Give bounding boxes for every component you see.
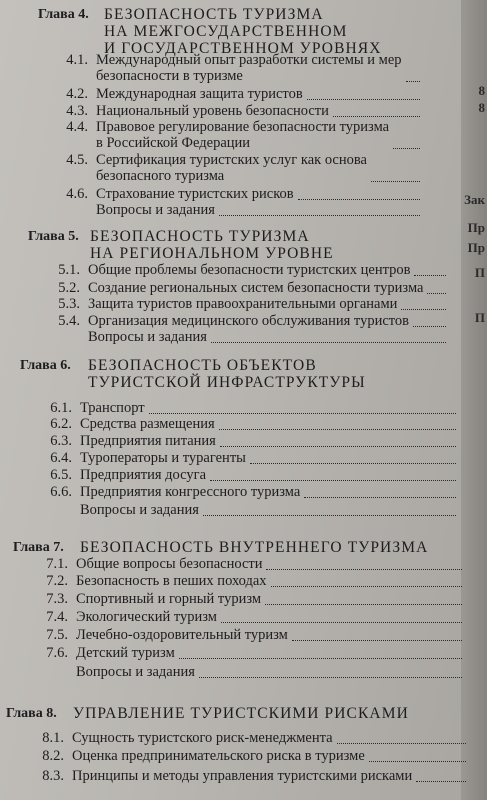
section-title-line: Средства размещения	[80, 416, 215, 432]
dot-leader	[221, 621, 462, 623]
section-title	[76, 556, 262, 572]
section-title	[80, 416, 215, 432]
section-title-line: Сущность туристского риск-менеджмента	[72, 730, 333, 746]
chapter-title	[73, 705, 409, 722]
dot-leader	[371, 180, 420, 182]
section-title-line: Вопросы и задания	[76, 664, 195, 680]
section-number: 6.5.	[50, 467, 72, 483]
section-title-line: безопасности в туризме	[96, 68, 243, 84]
dot-leader	[414, 274, 446, 276]
dot-leader	[298, 198, 420, 200]
chapter-title-line: БЕЗОПАСНОСТЬ ОБЪЕКТОВ	[88, 357, 317, 374]
section-title-line: Сертификация туристских услуг как основа	[96, 152, 367, 168]
section-title-line: Предприятия питания	[80, 433, 216, 449]
section-title-line: Туроператоры и турагенты	[80, 450, 246, 466]
section-title-line: Безопасность в пеших походах	[76, 573, 267, 589]
section-title-line: Детский туризм	[76, 645, 175, 661]
section-title-line: Спортивный и горный туризм	[76, 591, 262, 607]
section-title	[76, 664, 195, 680]
chapter-label: Глава 7.	[13, 540, 64, 555]
section-number: 7.5.	[46, 627, 68, 643]
section-number: 5.1.	[58, 262, 80, 278]
dot-leader	[292, 639, 462, 641]
chapter-title-line: БЕЗОПАСНОСТЬ ТУРИЗМА	[104, 6, 324, 23]
chapter-label: Глава 8.	[6, 706, 57, 721]
section-title-line: Вопросы и задания	[96, 202, 215, 218]
chapter-title-line: И ГОСУДАРСТВЕННОМ УРОВНЯХ	[104, 40, 382, 57]
chapter-title-line: УПРАВЛЕНИЕ ТУРИСТСКИМИ РИСКАМИ	[73, 705, 409, 722]
section-title	[76, 573, 267, 589]
dot-leader	[393, 147, 420, 149]
section-number: 4.3.	[66, 103, 88, 119]
edge-fragment: 8	[478, 100, 485, 115]
dot-leader	[199, 676, 462, 678]
section-number: 6.2.	[50, 416, 72, 432]
dot-leader	[220, 445, 456, 447]
section-title-line: безопасного туризма	[96, 168, 225, 184]
section-title-line: Защита туристов правоохранительными органами	[88, 296, 398, 312]
dot-leader	[219, 214, 420, 216]
dot-leader	[219, 428, 456, 430]
dot-leader	[337, 742, 466, 744]
section-title	[96, 152, 367, 184]
section-number: 5.2.	[58, 280, 80, 296]
section-title	[96, 186, 294, 202]
dot-leader	[307, 98, 420, 100]
chapter-title-line: БЕЗОПАСНОСТЬ ВНУТРЕННЕГО ТУРИЗМА	[80, 539, 429, 556]
section-title-line: Национальный уровень безопасности	[96, 103, 329, 119]
section-number: 5.3.	[58, 296, 80, 312]
section-number: 5.4.	[58, 313, 80, 329]
section-number: 4.4.	[66, 119, 88, 135]
section-title-line: Правовое регулирование безопасности туризма	[96, 119, 390, 135]
section-number: 8.1.	[42, 730, 64, 746]
section-number: 4.2.	[66, 86, 88, 102]
section-number: 7.6.	[46, 645, 68, 661]
section-title	[96, 202, 215, 218]
chapter-title-line: НА МЕЖГОСУДАРСТВЕННОМ	[104, 23, 348, 40]
dot-leader	[401, 308, 446, 310]
section-number: 6.3.	[50, 433, 72, 449]
section-title-line: Организация медицинского обслуживания туристов	[88, 313, 410, 329]
section-title-line: Международный опыт разработки системы и мер	[96, 52, 402, 68]
section-title	[88, 313, 409, 329]
dot-leader	[333, 115, 420, 117]
dot-leader	[413, 325, 446, 327]
section-title	[72, 748, 365, 764]
edge-fragment: Пр	[467, 240, 485, 255]
section-title	[80, 450, 246, 466]
chapter-title	[80, 539, 428, 556]
section-title-line: Страхование туристских рисков	[96, 186, 294, 202]
section-title-line: Принципы и методы управления туристскими рисками	[72, 768, 413, 784]
section-title	[72, 768, 412, 784]
section-title-line: Международная защита туристов	[96, 86, 303, 102]
section-title	[96, 52, 402, 84]
dot-leader	[266, 568, 462, 570]
chapter-title-line: ТУРИСТСКОЙ ИНФРАСТРУКТУРЫ	[88, 374, 366, 391]
section-title	[76, 609, 217, 625]
dot-leader	[304, 496, 456, 498]
section-title-line: Предприятия досуга	[80, 467, 207, 483]
chapter-title	[104, 6, 382, 57]
section-title-line: Вопросы и задания	[88, 329, 207, 345]
section-number: 4.6.	[66, 186, 88, 202]
section-number: 8.2.	[42, 748, 64, 764]
section-title	[80, 467, 206, 483]
dot-leader	[250, 462, 456, 464]
section-title-line: Общие проблемы безопасности туристских центров	[88, 262, 411, 278]
edge-fragment: Зак	[464, 192, 485, 207]
section-number: 4.5.	[66, 152, 88, 168]
section-title	[72, 730, 333, 746]
chapter-title	[88, 357, 366, 391]
section-number: 4.1.	[66, 52, 88, 68]
edge-fragment: Пр	[467, 220, 485, 235]
section-title-line: в Российской Федерации	[96, 135, 251, 151]
section-title	[96, 119, 389, 151]
section-title-line: Транспорт	[80, 400, 145, 416]
chapter-label: Глава 5.	[28, 229, 79, 244]
dot-leader	[203, 514, 456, 516]
section-title	[96, 103, 329, 119]
dot-leader	[211, 341, 446, 343]
section-title-line: Предприятия конгрессного туризма	[80, 484, 301, 500]
chapter-title	[90, 228, 334, 262]
section-title	[80, 433, 216, 449]
dot-leader	[265, 603, 462, 605]
section-title	[88, 262, 410, 278]
section-title	[80, 400, 145, 416]
section-number: 6.6.	[50, 484, 72, 500]
dot-leader	[416, 780, 466, 782]
section-title-line: Оценка предпринимательского риска в туризме	[72, 748, 365, 764]
section-title	[76, 645, 175, 661]
chapter-label: Глава 6.	[20, 358, 71, 373]
section-title	[96, 86, 303, 102]
edge-fragment: 8	[478, 83, 485, 98]
section-number: 7.4.	[46, 609, 68, 625]
section-title	[88, 329, 207, 345]
chapter-label: Глава 4.	[38, 7, 89, 22]
dot-leader	[271, 585, 462, 587]
section-title	[88, 280, 423, 296]
section-number: 6.1.	[50, 400, 72, 416]
edge-fragment: П	[474, 310, 485, 325]
section-number: 7.2.	[46, 573, 68, 589]
section-number: 7.3.	[46, 591, 68, 607]
section-title-line: Лечебно-оздоровительный туризм	[76, 627, 288, 643]
section-title	[76, 627, 288, 643]
section-title-line: Вопросы и задания	[80, 502, 199, 518]
dot-leader	[406, 80, 420, 82]
section-title	[80, 502, 199, 518]
dot-leader	[179, 657, 462, 659]
dot-leader	[149, 412, 456, 414]
section-title-line: Экологический туризм	[76, 609, 217, 625]
section-number: 6.4.	[50, 450, 72, 466]
section-number: 7.1.	[46, 556, 68, 572]
dot-leader	[369, 760, 466, 762]
next-page-edge	[461, 0, 487, 800]
edge-fragment: П	[474, 265, 485, 280]
section-title	[88, 296, 397, 312]
section-number: 8.3.	[42, 768, 64, 784]
section-title-line: Общие вопросы безопасности	[76, 556, 263, 572]
chapter-title-line: НА РЕГИОНАЛЬНОМ УРОВНЕ	[90, 245, 334, 262]
chapter-title-line: БЕЗОПАСНОСТЬ ТУРИЗМА	[90, 228, 310, 245]
dot-leader	[210, 479, 456, 481]
dot-leader	[427, 292, 446, 294]
section-title-line: Создание региональных систем безопасности туризма	[88, 280, 424, 296]
section-title	[80, 484, 300, 500]
section-title	[76, 591, 261, 607]
